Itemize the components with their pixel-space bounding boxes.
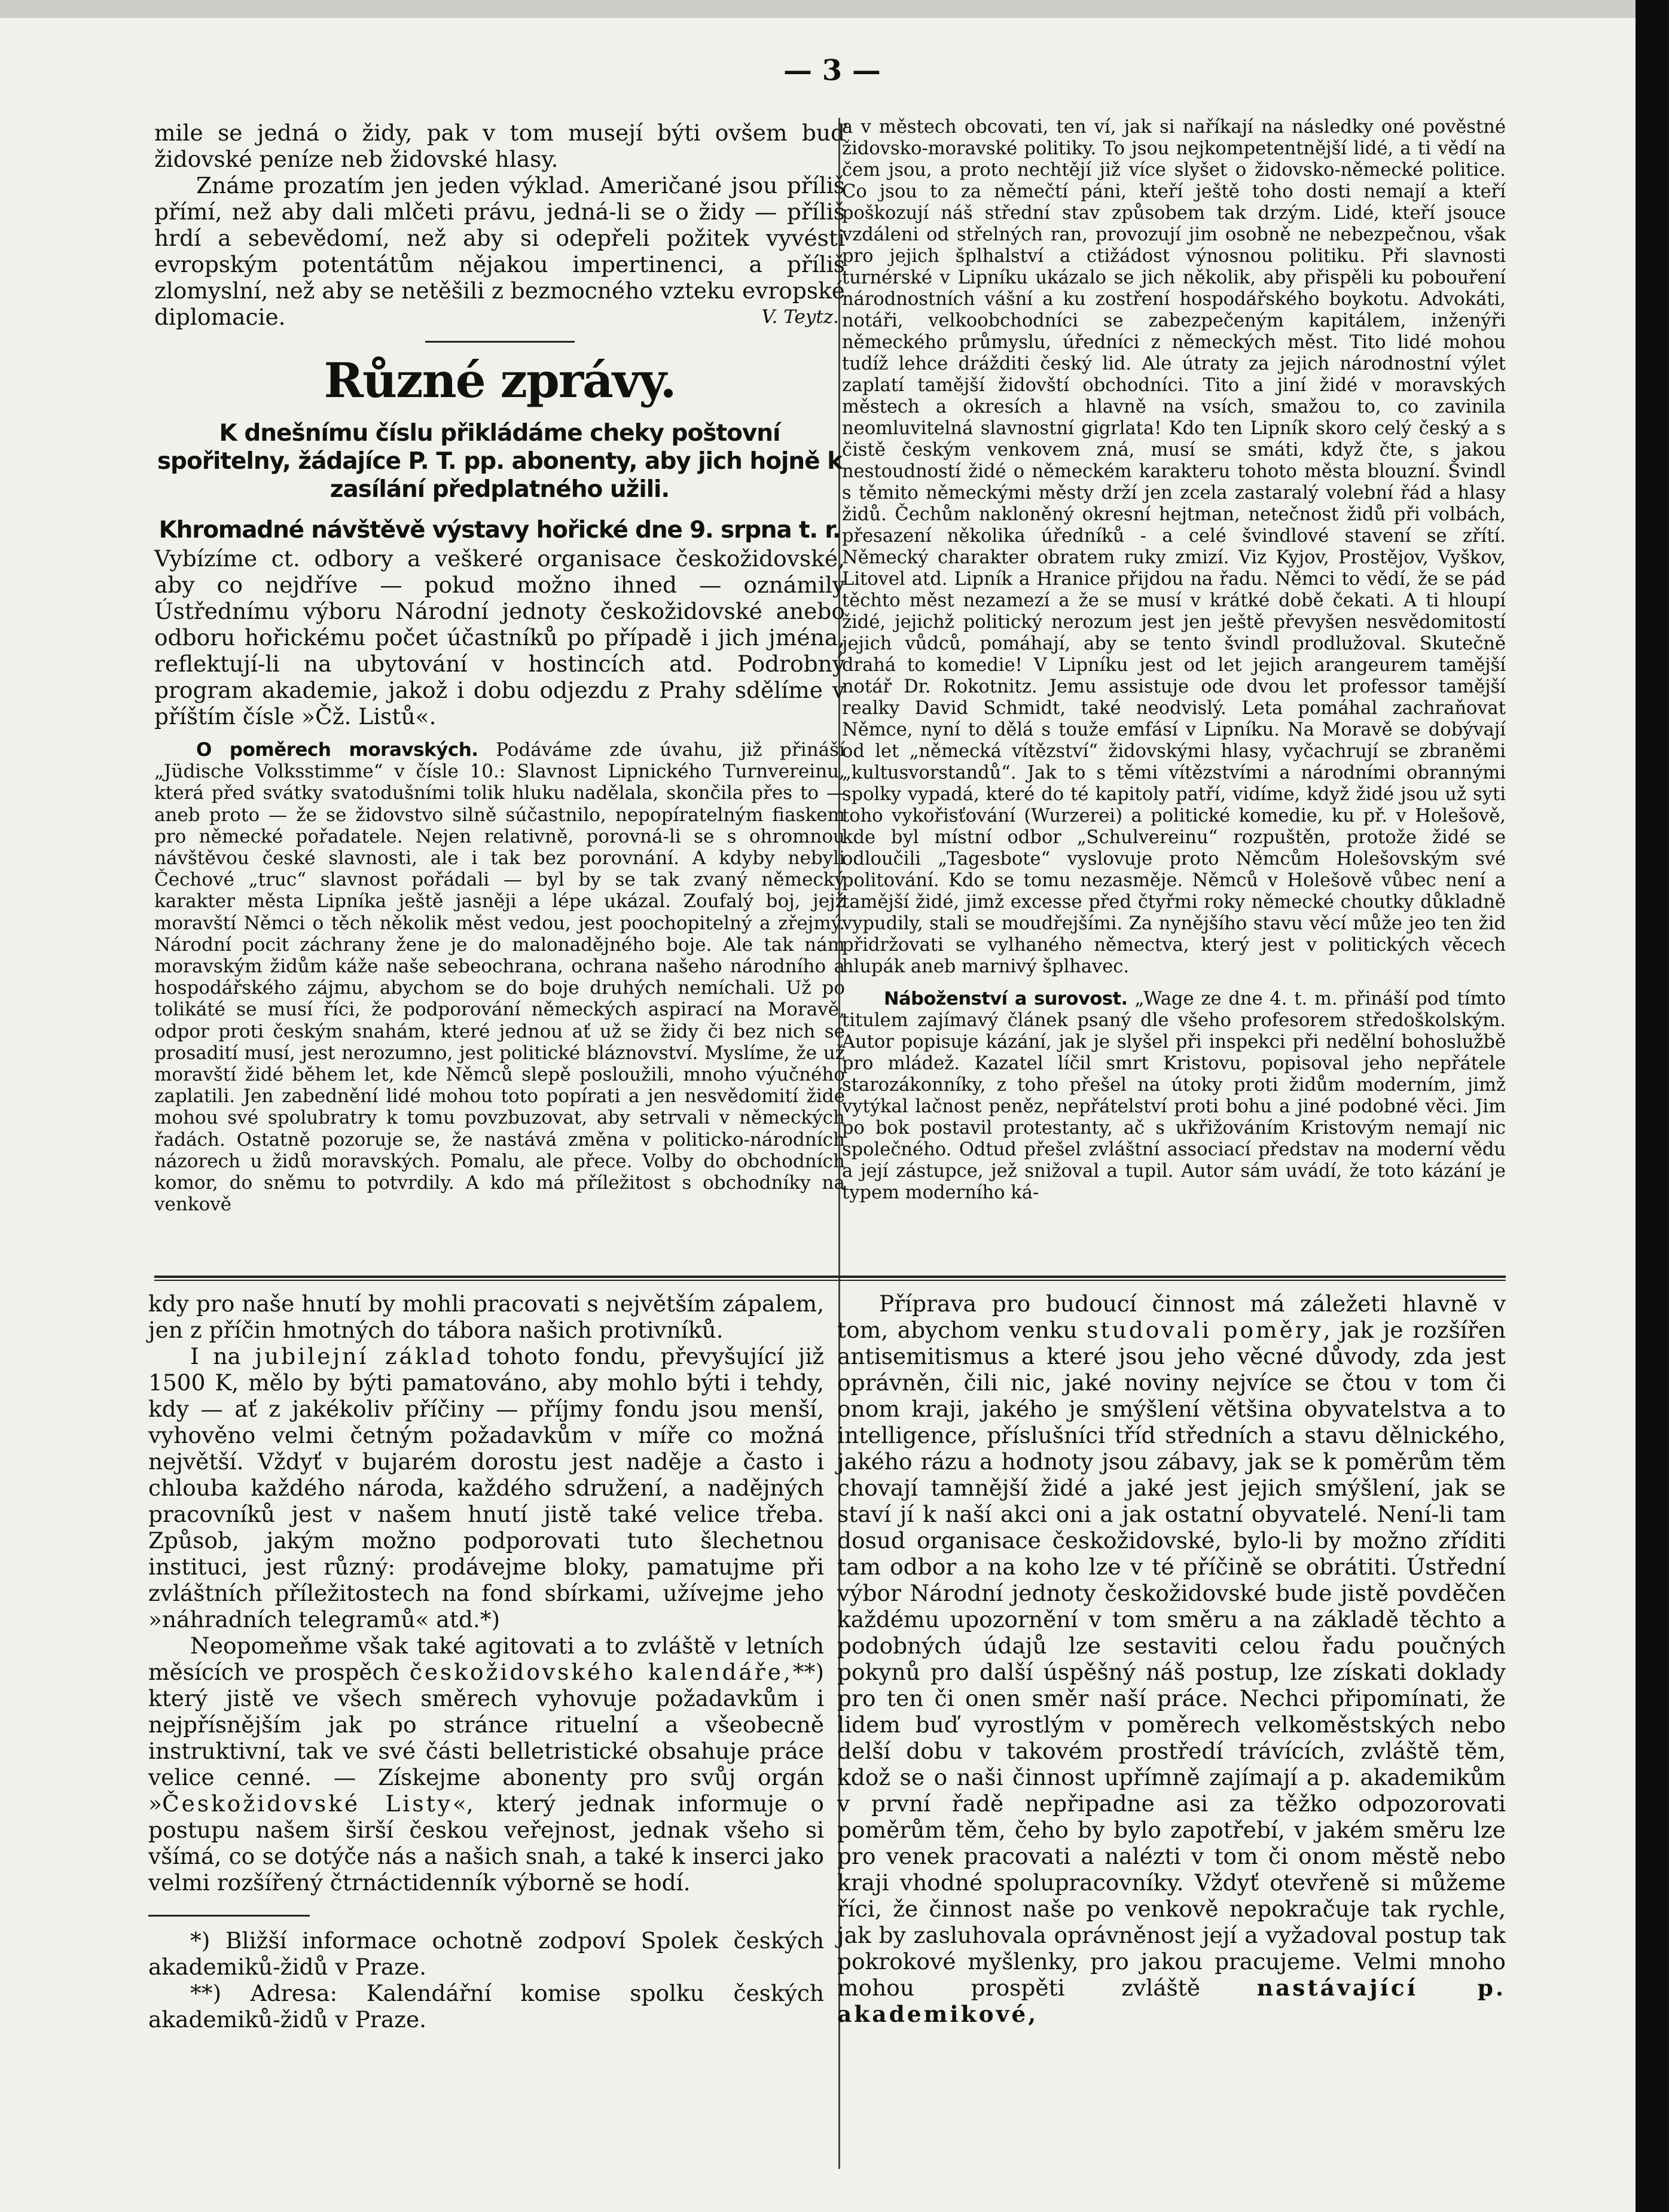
moravia-text: Podáváme zde úvahu, již přináší „Jüdische Volksstimme“ v čísle 10.: Slavnost Lipnického Turnvereinu, která před svátky svatodušními tolik hluku nadělala, skončila přes to — aneb proto — že se židovstvo silně súčastnilo, nepopíratelným fiaskem pro německé pořadatele. Nejen relativně, porovná-li se s ohromnou návštěvou české slavnosti, ale i tak bez porovnání. A kdyby nebyli Čechové „truc“ slavnost pořádali — byl by se tak zvaný německý karakter města Lipníka ještě jasněji a lépe ukázal. Zoufalý boj, jejž moravští Němci o těch několik měst vedou, jest poochopitelný a zřejmý. Národní pocit záchrany žene je do malonadějného boje. Ale tak nám moravským židům káže naše sebeochrana, ochrana našeho národního a hospodářského zájmu, abychom se do boje druhých nemíchali. Už po tolikáté se musí říci, že podporování německých aspirací na Moravě, odpor proti českým snahám, které jednou ať už se židy či bez nich se prosadití musí, jest nerozumno, jest politické bláznovství. Myslíme, že už moravští židé během let, kde Němců slepě posloužili, mnoho výučného zaplatili. Jen zabednění lidé mohou toto popírati a jen nesvědomití židé mohou své spolubratry k tomu povzbuzovat, aby setrvali v německých řadách. Ostatně pozoruje se, že nastává změna v politicko-národních názorech u židů moravských. Pomalu, ale přece. Volby do obchodních komor, do sněmu to potvrdily. A kdo má příležitost s obchodníky na venkově: [154, 739, 845, 1216]
moravia-paragraph: [154, 739, 845, 1215]
exhibition-text: Vybízíme ct. odbory a veškeré organisace českožidovské, aby co nejdříve — pokud možno ihned — oznámily Ústřednímu výboru Národní jednoty českožidovské anebo odboru hořickému počet účastníků po případě i jich jména, reflektují-li na ubytování v hostincích atd. Podrobný program akademie, jakož i dobu odjezdu z Prahy sdělíme v příštím čísle »Čž. Listů«.: [154, 545, 845, 730]
religion-text: „Wage ze dne 4. t. m. přináší pod tímto titulem zajímavý článek psaný dle všeho profesorem středoškolským. Autor popisuje kázání, jak je slyšel při inspekci při nedělní bohoslužbě pro mládež. Kazatel líčil smrt Kristovu, popisoval jeho nepřátele starozákonníky, z toho přešel na útoky proti židům moderním, jimž vytýkal lačnost peněz, nepřátelství proti bohu a jiné podobné věci. Jim po bok postavil protestanty, ač s ukřižováním Kristovým nemají nic společného. Odtud přešel zvláštní associací představ na moderní vědu a její zástupce, jež snižoval a tupil. Autor sám uvádí, že toto kázání je typem moderního ká-: [842, 988, 1506, 1203]
spaced-emphasis: Českožidovské Listy: [161, 1790, 453, 1817]
spaced-emphasis: jubilejní základ: [255, 1343, 474, 1369]
scan-right-edge: [1636, 0, 1669, 2212]
religion-paragraph: [842, 988, 1506, 1204]
exhibition-heading: Khromadné návštěvě výstavy hořické dne 9. srpna t. r.: [158, 517, 841, 544]
moravia-heading: O poměrech moravských.: [196, 739, 478, 761]
article-continuation: mile se jedná o židy, pak v tom musejí býti ovšem buď židovské peníze neb židovské hlasy.: [154, 120, 845, 172]
bottom-right-column: [837, 1290, 1506, 2027]
spaced-emphasis: českožidovského kalendáře,: [409, 1659, 793, 1685]
fund-paragraph: I na jubilejní základ tohoto fondu, převyšující již 1500 K, mělo by býti pamatováno, aby mohlo býti i tehdy, kdy — ať z jakékoliv příčiny — příjmy fondu jsou menší, vyhověno velmi četným požadavkům v míře co možná největší. Vždyť v bujarém dorostu jest naděje a často i chlouba každého národa, každého sdružení, a nadějných pracovníků jest v našem hnutí jistě také velice třeba. Způsob, jakým možno podporovati tuto šlechetnou instituci, jest různý: prodávejme bloky, pamatujme při zvláštních příležitostech na fond sbírkami, užívejme jeho »náhradních telegramů« atd.*): [148, 1343, 824, 1633]
section-title: Různé zprávy.: [324, 352, 676, 408]
subscription-notice: K dnešnímu číslu přikládáme cheky poštovní spořitelny, žádajíce P. T. pp. abonenty, aby jich hojně k zasílání předplatného užili.: [157, 420, 843, 503]
footnote-1: *) Bližší informace ochotně zodpoví Spolek českých akademiků-židů v Praze.: [148, 1927, 824, 1980]
fund-continuation: kdy pro naše hnutí by mohli pracovati s největším zápalem, jen z příčin hmotných do tábora našich protivníků.: [148, 1290, 824, 1343]
preparation-paragraph: Příprava pro budoucí činnost má záležeti hlavně v tom, abychom venku studovali poměry, jak je rozšířen antisemitismus a které jsou jeho věcné důvody, zda jest oprávněn, čili nic, jaké noviny nejvíce se čtou v tom či onom kraji, jakého je smýšlení většina obyvatelstva a to intelligence, příslušníci tříd středních a stavu dělnického, jakého rázu a hodnoty jsou zábavy, jak se k poměrům těm chovají tamnější židé a jaké jest jejich smýšlení, jak se staví jí k naší akci oni a jak ostatní obyvatelé. Není-li tam dosud organisace českožidovské, bylo-li by možno zříditi tam odbor a na koho lze v té příčině se obrátiti. Ústřední výbor Národní jednoty českožidovské bude jistě povděčen každému upozornění v tom směru a na základě těchto a podobných údajů lze sestaviti celou řadu poučných pokynů pro další úspěšný náš postup, lze získati doklady pro ten či onen směr naší práce. Nechci připomínati, že lidem buď vyrostlým v poměrech velkoměstských nebo delší dobu v takovém prostředí trávících, zvláště těm, kdož se o naši činnost upřímně zajímají a p. akademikům v první řadě nepřipadne asi za těžko odpozorovati poměrům těm, čeho by bylo zapotřebí, v jakém směru lze pro venek pracovati a nalézti v tom či onom městě nebo kraji vhodné spolupracovníky. Vždyť otevřeně si můžeme říci, že činnost naše po venkově nepokračuje tak rychle, jak by zasluhovala oprávněnost její a vyžadoval postup tak pokrokové myšlenky, pro jakou pracujeme. Velmi mnoho mohou prospěti zvláště nastávající p. akademikové,: [837, 1290, 1506, 2027]
bottom-left-column: [148, 1290, 824, 2033]
moravia-continuation: a v městech obcovati, ten ví, jak si naříkají na následky oné pověstné židovsko-moravské politiky. To jsou nejkompetentnější lidé, a ti vědí na čem jsou, a proto nechtějí již více slyšet o židovsko-německé politice. Co jsou to za němečtí páni, kteří ještě toho dosti nemají a kteří poškozují náš střední stav způsobem tak drzým. Lidé, kteří jsouce vzdáleni od střelných ran, provozují jim osobně ne nebezpečnou, však pro jejich šplhalství a ctižádost výnosnou politiku. Při slavnosti turnérské v Lipníku ukázalo se jich několik, aby přispěli ku pobouření národnostních vášní a ku zostření hospodářského boykotu. Advokáti, notáři, velkoobchodníci se zabezpečeným kapitálem, inženýři německého průmyslu, úředníci z německých měst. Tito lidé mohou tudíž lehce drážditi český lid. Ale útraty za jejich národnostní výlet zaplatí tamější židovští obchodníci. Tito a jiní židé v moravských městech a okresích a hlavně na vsích, smažou to, co zavinila neomluvitelná slavnostní gigrlata! Kdo ten Lipník skoro celý český a s čistě českým venkovem zná, musí se smáti, když čte, s jakou nestoudností židé o německém karakteru tohoto města blouzní. Švindl s těmito německými městy drží jen zcela zastaralý volební řád a hlasy židů. Čechům nakloněný okresní hejtman, netečnost židů při volbách, přesazení několika úředníků - a celé švindlové stavení se zřítí. Německý charakter obratem ruky zmizí. Viz Kyjov, Prostějov, Vyškov, Litovel atd. Lipník a Hranice přijdou na řadu. Němci to vědí, že se pád těchto měst nezamezí a že se musí v krátké době čekati. A ti hloupí židé, jejichž politický nerozum jest jen ještě převyšen nesvědomitostí jejich vůdců, pomáhají, aby se tento švindl prodlužoval. Skutečně drahá to komedie! V Lipníku jest od let jejich arangeurem tamější notář Dr. Rokotnitz. Jemu assistuje ode dvou let professor tamější realky David Schmidt, také neodvislý. Leta pomáhal zachraňovat Němce, nyní to dělá s touže emfásí v Lipníku. Na Moravě se dobývají od let „německá vítězství“ židovskými hlasy, vyčachrují se zbraněmi „kultusvorstandů“. Jak to s těmi vítězstvími a národními obrannými spolky vypadá, které do té kapitoly patří, vidíme, když židé jsou už syti toho vykořisťování (Wurzerei) a politické komedie, ku př. v Holešově, kde byl místní odbor „Schulvereinu“ rozpuštěn, protože židé se odloučili „Tagesbote“ vyslovuje proto Němcům Holešovským své politování. Kdo se tomu nezasměje. Němců v Holešově vůbec není a tamější židé, jimž excesse před čtyřmi roky německé choutky důkladně vypudily, stali se moudřejšími. Za nynějšího stavu věcí může jeo ten žid přidržovati se vylhaného němectva, který jest v politických věcech hlupák aneb marnivý šplhavec.: [842, 117, 1506, 977]
horizontal-rule: [154, 1276, 1506, 1278]
top-right-column: [842, 117, 1506, 1204]
scan-top-edge: [0, 0, 1636, 18]
short-separator: [425, 341, 575, 343]
spaced-emphasis: nastávající p. akademikové,: [837, 1975, 1506, 2027]
spaced-emphasis: studovali poměry: [1087, 1317, 1323, 1343]
article-paragraph: Známe prozatím jen jeden výklad. Američané jsou příliš přímí, než aby dali mlčeti právu, jedná-li se o židy — příliš hrdí a sebevědomí, než aby si odepřeli požitek vyvésti evropským potentátům nějakou impertinenci, a příliš zlomyslní, než aby se netěšili z bezmocného vzteku evropské diplomacie.: [154, 172, 845, 330]
agitation-paragraph: Neopomeňme však také agitovati a to zvláště v letních měsících ve prospěch českožidovského kalendáře,**) který jistě ve všech směrech vyhovuje požadavkům i nejpřísnějším jak po stránce rituelní a všeobecně instruktivní, tak ve své části belletristické obsahuje práce velice cenné. — Získejme abonenty pro svůj orgán »Českožidovské Listy«, který jednak informuje o postupu našem širší českou veřejnost, jednak všeho si všímá, co se dotýče nás a našich snah, a také k inserci jako velmi rozšířený čtrnáctidenník výborně se hodí.: [148, 1633, 824, 1896]
article-signature: V. Teytz.: [761, 306, 839, 328]
horizontal-rule-thin: [154, 1280, 1506, 1281]
religion-heading: Náboženství a surovost.: [884, 988, 1128, 1009]
footnote-separator: [148, 1915, 310, 1917]
footnote-2: **) Adresa: Kalendářní komise spolku českých akademiků-židů v Praze.: [148, 1980, 824, 2033]
top-left-column: [154, 120, 845, 1215]
page-number: — 3 —: [783, 54, 881, 87]
